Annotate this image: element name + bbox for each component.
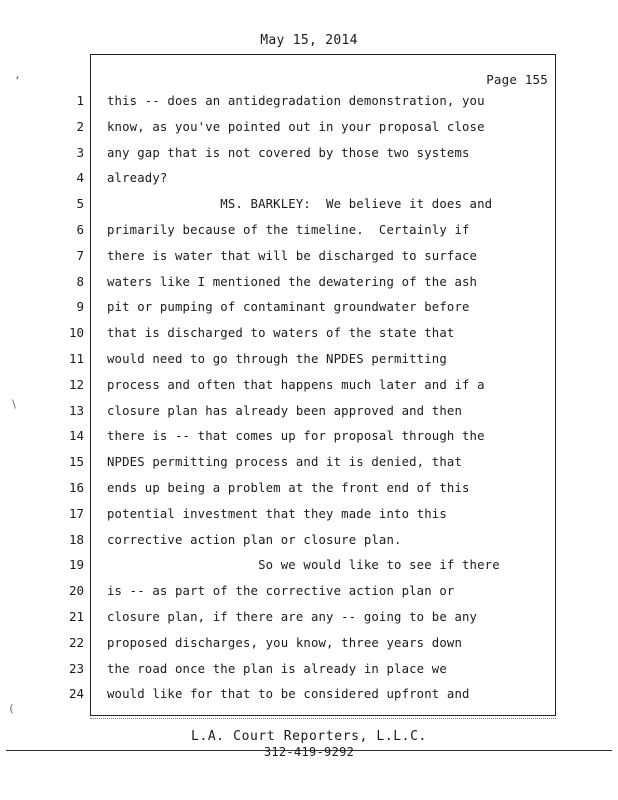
court-reporter-phone: 312-419-9292	[263, 745, 355, 759]
line-number: 9	[76, 299, 84, 315]
line-number: 6	[76, 221, 84, 237]
transcript-line: already?	[107, 171, 168, 186]
line-number: 1	[76, 93, 84, 108]
line-number: 14	[68, 428, 84, 444]
line-number: 17	[68, 505, 84, 521]
transcript-line: the road once the plan is already in place we	[107, 661, 447, 676]
transcript-line: So we would like to see if there	[107, 558, 500, 573]
line-number: 20	[68, 583, 84, 599]
scan-speck-mark: ∖	[10, 398, 18, 411]
line-number: 24	[68, 686, 84, 702]
line-number: 5	[76, 196, 84, 212]
transcript-line: ends up being a problem at the front end of this	[107, 480, 470, 495]
line-number: 4	[76, 170, 84, 186]
line-number: 10	[68, 325, 84, 341]
transcript-line: any gap that is not covered by those two systems	[107, 145, 470, 160]
line-number: 22	[68, 634, 84, 650]
transcript-line: closure plan has already been approved and then	[107, 403, 463, 418]
transcript-line: is -- as part of the corrective action plan or	[107, 584, 455, 599]
transcript-line: know, as you've pointed out in your proposal close	[107, 119, 485, 134]
transcript-line: would like for that to be considered upfront and	[107, 687, 470, 702]
transcript-line: there is water that will be discharged to surface	[107, 248, 478, 263]
transcript-line: MS. BARKLEY: We believe it does and	[107, 197, 493, 212]
line-number: 13	[68, 402, 84, 418]
line-number: 18	[68, 531, 84, 547]
scan-speck-mark: (	[8, 702, 15, 715]
transcript-line: pit or pumping of contaminant groundwater before	[107, 300, 470, 315]
line-number: 16	[68, 479, 84, 495]
transcript-body	[107, 91, 507, 710]
line-number: 8	[76, 273, 84, 289]
transcript-line: there is -- that comes up for proposal through the	[107, 429, 485, 444]
transcript-line: NPDES permitting process and it is denied, that	[107, 455, 463, 470]
transcript-line: this -- does an antidegradation demonstration, you	[107, 94, 485, 108]
line-number: 23	[68, 660, 84, 676]
line-number: 19	[68, 557, 84, 573]
line-number: 2	[76, 118, 84, 134]
transcript-line: that is discharged to waters of the state that	[107, 326, 455, 341]
scan-speck-mark: ‘	[14, 74, 21, 87]
transcript-line: would need to go through the NPDES permitting	[107, 351, 447, 366]
frame-bottom-rule	[90, 718, 556, 719]
page-number: Page 155	[486, 72, 548, 87]
transcript-line: corrective action plan or closure plan.	[107, 532, 402, 547]
line-number: 15	[68, 454, 84, 470]
line-number: 12	[68, 376, 84, 392]
transcript-date: May 15, 2014	[260, 33, 358, 48]
line-number: 21	[68, 608, 84, 624]
transcript-line: closure plan, if there are any -- going to be any	[107, 609, 478, 624]
transcript-line: potential investment that they made into this	[107, 506, 447, 521]
court-reporter-firm: L.A. Court Reporters, L.L.C.	[191, 729, 427, 744]
line-number: 3	[76, 144, 84, 160]
transcript-line: process and often that happens much later and if a	[107, 377, 485, 392]
line-number-column	[56, 91, 84, 710]
transcript-line: proposed discharges, you know, three years down	[107, 635, 463, 650]
line-number: 11	[68, 350, 84, 366]
transcript-line: primarily because of the timeline. Certainly if	[107, 222, 470, 237]
transcript-line: waters like I mentioned the dewatering of the ash	[107, 274, 478, 289]
line-number: 7	[76, 247, 84, 263]
